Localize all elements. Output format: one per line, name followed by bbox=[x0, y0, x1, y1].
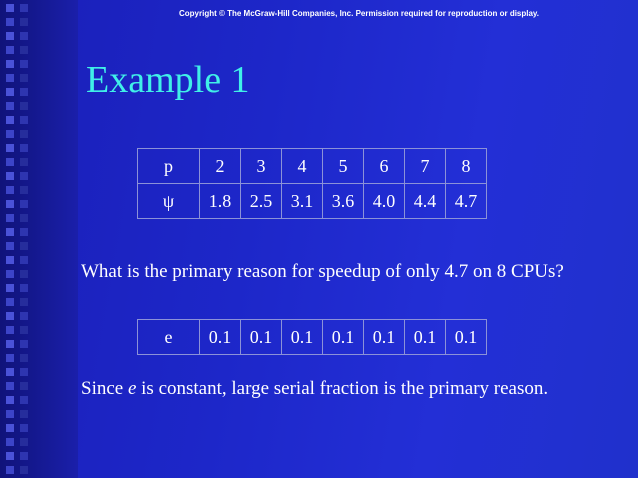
conclusion-variable: e bbox=[127, 378, 137, 399]
decorative-square bbox=[6, 242, 14, 250]
question-text: What is the primary reason for speedup of only 4.7 on 8 CPUs? bbox=[81, 261, 564, 282]
decorative-square bbox=[20, 466, 28, 474]
decorative-square bbox=[20, 298, 28, 306]
row-label-e: e bbox=[138, 320, 200, 355]
decorative-side-band bbox=[0, 0, 78, 478]
decorative-square bbox=[20, 102, 28, 110]
conclusion-prefix: Since bbox=[81, 378, 128, 399]
decorative-square bbox=[6, 32, 14, 40]
decorative-square bbox=[20, 116, 28, 124]
decorative-square bbox=[20, 312, 28, 320]
table-cell: 0.1 bbox=[200, 320, 241, 355]
decorative-square bbox=[20, 396, 28, 404]
decorative-square bbox=[6, 256, 14, 264]
decorative-square bbox=[20, 60, 28, 68]
decorative-square bbox=[6, 424, 14, 432]
decorative-square bbox=[20, 452, 28, 460]
decorative-square bbox=[6, 298, 14, 306]
table-cell: 4.7 bbox=[446, 184, 487, 219]
table-cell: 0.1 bbox=[323, 320, 364, 355]
table-row bbox=[138, 320, 487, 355]
decorative-square bbox=[6, 438, 14, 446]
decorative-square bbox=[6, 466, 14, 474]
decorative-square bbox=[20, 144, 28, 152]
decorative-square bbox=[6, 186, 14, 194]
table-cell: 6 bbox=[364, 149, 405, 184]
decorative-square bbox=[20, 228, 28, 236]
decorative-square bbox=[20, 18, 28, 26]
decorative-square bbox=[6, 312, 14, 320]
conclusion-text bbox=[81, 378, 548, 400]
table-cell: 3 bbox=[241, 149, 282, 184]
table-cell: 3.1 bbox=[282, 184, 323, 219]
decorative-square bbox=[20, 326, 28, 334]
decorative-square bbox=[6, 382, 14, 390]
decorative-square bbox=[6, 228, 14, 236]
decorative-square bbox=[20, 340, 28, 348]
decorative-square bbox=[6, 214, 14, 222]
decorative-square bbox=[20, 242, 28, 250]
table-cell: 0.1 bbox=[405, 320, 446, 355]
decorative-square bbox=[20, 88, 28, 96]
table-cell: 3.6 bbox=[323, 184, 364, 219]
decorative-square bbox=[6, 340, 14, 348]
decorative-square bbox=[6, 102, 14, 110]
decorative-square bbox=[20, 256, 28, 264]
decorative-squares-column bbox=[6, 0, 14, 478]
copyright-notice: Copyright © The McGraw-Hill Companies, Inc. Permission required for reproduction or display. bbox=[178, 9, 540, 18]
decorative-square bbox=[20, 382, 28, 390]
table-cell: 1.8 bbox=[200, 184, 241, 219]
table-cell: 5 bbox=[323, 149, 364, 184]
decorative-square bbox=[6, 284, 14, 292]
serial-fraction-table bbox=[137, 319, 487, 355]
table-cell: 4.4 bbox=[405, 184, 446, 219]
decorative-squares-column bbox=[20, 0, 28, 478]
decorative-square bbox=[6, 270, 14, 278]
decorative-square bbox=[6, 452, 14, 460]
decorative-square bbox=[20, 74, 28, 82]
decorative-square bbox=[20, 186, 28, 194]
decorative-square bbox=[6, 88, 14, 96]
row-label-p: p bbox=[138, 149, 200, 184]
slide-title: Example 1 bbox=[86, 59, 250, 101]
decorative-square bbox=[6, 46, 14, 54]
decorative-square bbox=[20, 32, 28, 40]
table-cell: 8 bbox=[446, 149, 487, 184]
table-row bbox=[138, 184, 487, 219]
decorative-square bbox=[20, 172, 28, 180]
decorative-square bbox=[6, 396, 14, 404]
decorative-square bbox=[6, 368, 14, 376]
decorative-square bbox=[6, 74, 14, 82]
decorative-square bbox=[20, 424, 28, 432]
table-cell: 2 bbox=[200, 149, 241, 184]
decorative-square bbox=[6, 130, 14, 138]
table-row bbox=[138, 149, 487, 184]
table-cell: 0.1 bbox=[241, 320, 282, 355]
speedup-table bbox=[137, 148, 487, 219]
decorative-square bbox=[20, 130, 28, 138]
table-cell: 0.1 bbox=[364, 320, 405, 355]
decorative-square bbox=[20, 270, 28, 278]
decorative-square bbox=[6, 18, 14, 26]
conclusion-suffix: is constant, large serial fraction is the primary reason. bbox=[136, 378, 549, 399]
decorative-square bbox=[20, 284, 28, 292]
decorative-square bbox=[6, 410, 14, 418]
decorative-square bbox=[20, 410, 28, 418]
decorative-square bbox=[6, 158, 14, 166]
decorative-square bbox=[6, 326, 14, 334]
table-cell: 7 bbox=[405, 149, 446, 184]
decorative-square bbox=[20, 368, 28, 376]
decorative-square bbox=[6, 172, 14, 180]
decorative-square bbox=[6, 144, 14, 152]
table-cell: 4.0 bbox=[364, 184, 405, 219]
decorative-square bbox=[20, 200, 28, 208]
decorative-square bbox=[6, 60, 14, 68]
decorative-square bbox=[20, 214, 28, 222]
decorative-square bbox=[6, 116, 14, 124]
decorative-square bbox=[20, 354, 28, 362]
decorative-square bbox=[6, 354, 14, 362]
table-cell: 0.1 bbox=[282, 320, 323, 355]
decorative-square bbox=[20, 46, 28, 54]
decorative-square bbox=[6, 200, 14, 208]
decorative-square bbox=[20, 158, 28, 166]
table-cell: 4 bbox=[282, 149, 323, 184]
table-cell: 2.5 bbox=[241, 184, 282, 219]
decorative-square bbox=[20, 438, 28, 446]
table-cell: 0.1 bbox=[446, 320, 487, 355]
row-label-psi: ψ bbox=[138, 184, 200, 219]
